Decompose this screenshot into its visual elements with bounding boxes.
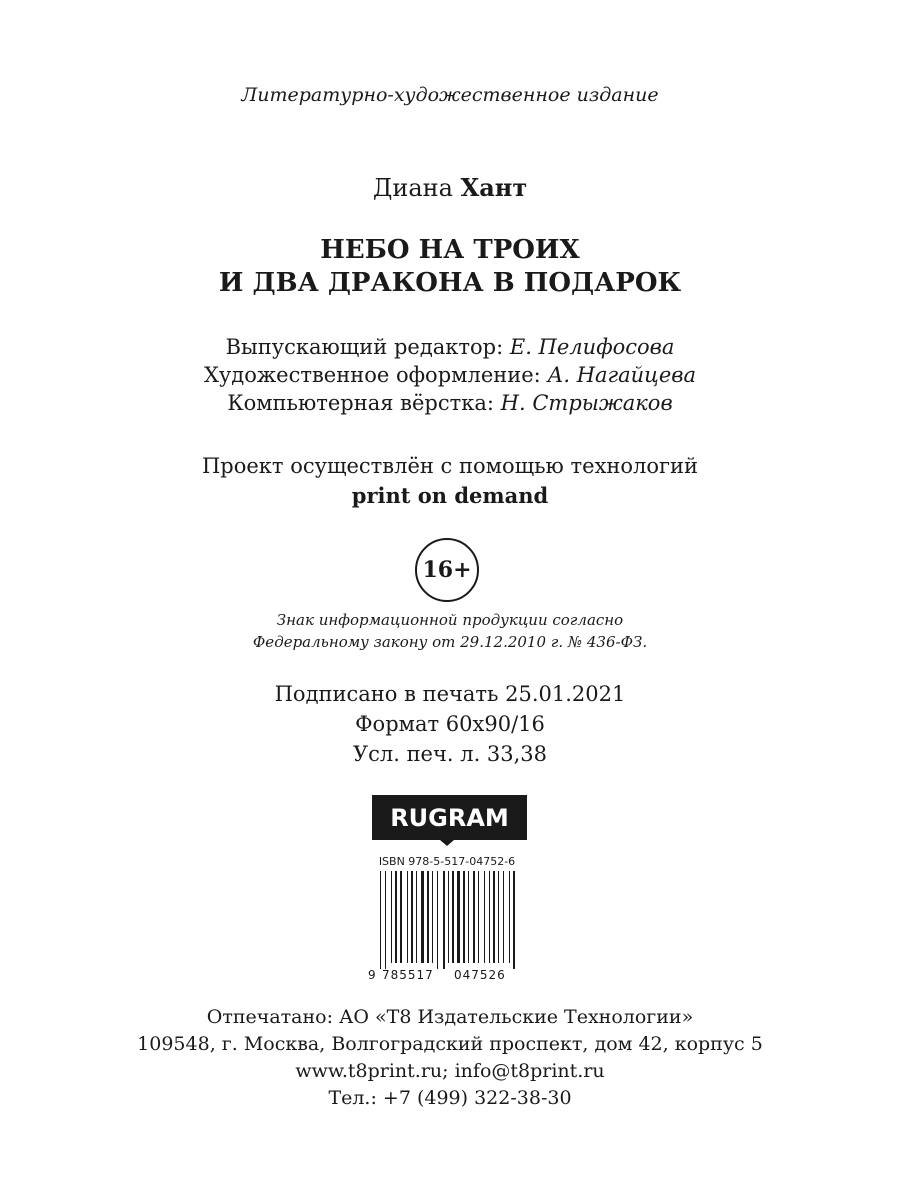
credit-designer: [0, 361, 900, 389]
title-line-2: И ДВА ДРАКОНА В ПОДАРОК: [218, 268, 682, 298]
barcode-bar: [493, 871, 495, 963]
printer-info: [0, 1004, 900, 1112]
signed-date: Подписано в печать 25.01.2021: [274, 682, 626, 706]
credit-role: Художественное оформление:: [203, 363, 541, 387]
project-note: [0, 451, 900, 511]
printed-sheets: Усл. печ. л. 33,38: [352, 742, 548, 766]
barcode-bar: [400, 871, 402, 963]
barcode-bar: [416, 871, 417, 963]
print-info: [0, 679, 900, 769]
credits-block: [0, 333, 900, 417]
author-name: [0, 173, 900, 202]
barcode-bar: [468, 871, 469, 963]
barcode-bar: [503, 871, 504, 963]
printer-line-1: Отпечатано: АО «Т8 Издательские Технологии»: [206, 1006, 694, 1028]
barcode-bar: [457, 871, 460, 963]
age-rating-badge: 16+: [415, 538, 479, 602]
book-title: [0, 234, 900, 300]
law-note: [0, 609, 900, 653]
barcode-bar: [385, 871, 386, 969]
barcode-bar: [432, 871, 433, 963]
law-note-line-1: Знак информационной продукции согласно: [276, 611, 624, 629]
barcode-left-digits: 785517: [382, 968, 434, 982]
barcode-bar: [489, 871, 490, 963]
barcode-right-digits: 047526: [454, 968, 506, 982]
credit-person: А. Нагайцева: [547, 363, 697, 387]
law-note-line-2: Федеральному закону от 29.12.2010 г. № 436-ФЗ.: [252, 633, 648, 651]
barcode-bar: [513, 871, 515, 969]
credit-role: Выпускающий редактор:: [225, 335, 504, 359]
edition-type: Литературно-художественное издание: [241, 84, 659, 106]
author-first-name: Диана: [372, 174, 453, 202]
barcode-bar: [437, 871, 438, 969]
barcode-bar: [407, 871, 408, 963]
barcode-bar: [463, 871, 465, 963]
barcode-bar: [411, 871, 413, 963]
barcode-bar: [498, 871, 499, 963]
printer-phone: Тел.: +7 (499) 322-38-30: [328, 1087, 572, 1109]
barcode-bar: [391, 871, 392, 963]
barcode-bar: [484, 871, 485, 963]
credit-person: Е. Пелифосова: [509, 335, 675, 359]
project-line-1: Проект осуществлён с помощью технологий: [201, 454, 699, 478]
credit-role: Компьютерная вёрстка:: [227, 391, 494, 415]
credit-layout: [0, 389, 900, 417]
barcode-bar: [452, 871, 454, 963]
barcode-icon: [368, 871, 526, 969]
barcode-lead-digit: 9: [368, 968, 377, 982]
credit-editor: [0, 333, 900, 361]
format: Формат 60x90/16: [355, 712, 545, 736]
barcode-bar: [448, 871, 449, 963]
barcode-bar: [478, 871, 479, 963]
isbn-barcode: [368, 855, 526, 985]
project-line-2: print on demand: [351, 483, 549, 508]
barcode-bar: [427, 871, 429, 963]
title-line-1: НЕБО НА ТРОИХ: [320, 235, 580, 265]
logo-notch-icon: [440, 840, 454, 846]
barcode-bar: [380, 871, 381, 969]
barcode-bar: [421, 871, 424, 963]
credit-person: Н. Стрыжаков: [500, 391, 673, 415]
author-last-name: Хант: [460, 173, 528, 202]
printer-web: www.t8print.ru; info@t8print.ru: [295, 1060, 605, 1082]
isbn-number: ISBN 978-5-517-04752-6: [378, 855, 516, 868]
barcode-bar: [443, 871, 445, 969]
barcode-bar: [509, 871, 510, 963]
barcode-bar: [473, 871, 475, 963]
publisher-logo: RUGRAM: [372, 795, 527, 840]
printer-address: 109548, г. Москва, Волгоградский проспект, дом 42, корпус 5: [137, 1033, 763, 1055]
barcode-bar: [395, 871, 397, 963]
